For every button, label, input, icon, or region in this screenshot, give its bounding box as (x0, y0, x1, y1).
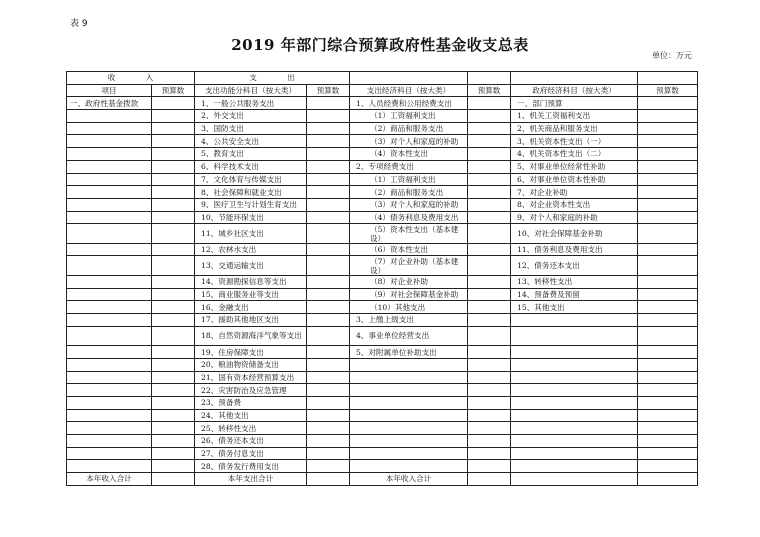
table-row (67, 256, 698, 276)
gov-item (511, 460, 638, 473)
func-amount (307, 371, 350, 384)
func-item: 26、债务还本支出 (195, 435, 307, 448)
group-header-row (67, 72, 698, 85)
income-amount (152, 148, 195, 161)
econ-amount (468, 301, 511, 314)
income-amount (152, 447, 195, 460)
column-header-row (67, 84, 698, 97)
gov-item (511, 346, 638, 359)
income-amount (152, 409, 195, 422)
func-item: 7、文化体育与传媒支出 (195, 173, 307, 186)
gov-item: 9、对个人和家庭的补助 (511, 211, 638, 224)
gov-item: 15、其他支出 (511, 301, 638, 314)
func-amount (307, 460, 350, 473)
func-item: 23、预备费 (195, 396, 307, 409)
func-item: 18、自然资源海洋气象等支出 (195, 326, 307, 346)
func-amount (307, 97, 350, 110)
group-blank (468, 72, 511, 85)
income-amount (152, 288, 195, 301)
income-amount (152, 135, 195, 148)
func-amount (307, 409, 350, 422)
func-item: 3、国防支出 (195, 122, 307, 135)
func-amount (307, 314, 350, 327)
econ-item: （1）工资福利支出 (350, 173, 468, 186)
gov-item: 6、对事业单位资本性补助 (511, 173, 638, 186)
econ-item (350, 435, 468, 448)
func-amount (307, 396, 350, 409)
table-number: 表 9 (70, 19, 88, 29)
income-item (67, 275, 152, 288)
func-amount (307, 326, 350, 346)
econ-amount (468, 110, 511, 123)
gov-item: 11、债务利息及费用支出 (511, 243, 638, 256)
gov-amount (638, 211, 698, 224)
gov-item: 10、对社会保障基金补助 (511, 224, 638, 244)
econ-amount (468, 326, 511, 346)
income-item (67, 211, 152, 224)
econ-amount (468, 97, 511, 110)
column-header: 预算数 (638, 84, 698, 97)
gov-amount (638, 148, 698, 161)
income-item (67, 110, 152, 123)
func-amount (307, 198, 350, 211)
table-row (67, 110, 698, 123)
table-row (67, 301, 698, 314)
income-item: 一、政府性基金拨款 (67, 97, 152, 110)
income-amount (152, 224, 195, 244)
group-blank (638, 72, 698, 85)
gov-amount (638, 243, 698, 256)
income-item (67, 314, 152, 327)
total-blank (511, 473, 638, 486)
income-item (67, 460, 152, 473)
econ-amount (468, 122, 511, 135)
income-item (67, 396, 152, 409)
income-amount (152, 97, 195, 110)
econ-amount (468, 435, 511, 448)
econ-item: 1、人员经费和公用经费支出 (350, 97, 468, 110)
econ-amount (468, 460, 511, 473)
func-amount (307, 211, 350, 224)
column-header: 支出经济科目（按大类） (350, 84, 468, 97)
gov-amount (638, 447, 698, 460)
gov-amount (638, 198, 698, 211)
total-blank (468, 473, 511, 486)
income-amount (152, 301, 195, 314)
func-item: 21、国有资本经营预算支出 (195, 371, 307, 384)
gov-amount (638, 396, 698, 409)
income-item (67, 256, 152, 276)
income-amount (152, 314, 195, 327)
gov-item (511, 409, 638, 422)
table-row (67, 288, 698, 301)
func-amount (307, 160, 350, 173)
gov-amount (638, 224, 698, 244)
econ-amount (468, 384, 511, 397)
func-amount (307, 275, 350, 288)
econ-item: （10）其他支出 (350, 301, 468, 314)
total-income-amount (152, 473, 195, 486)
econ-amount (468, 358, 511, 371)
func-item: 4、公共安全支出 (195, 135, 307, 148)
gov-item (511, 422, 638, 435)
gov-amount (638, 326, 698, 346)
income-item (67, 198, 152, 211)
income-item (67, 288, 152, 301)
func-item: 6、科学技术支出 (195, 160, 307, 173)
gov-amount (638, 435, 698, 448)
group-blank (511, 72, 638, 85)
gov-amount (638, 135, 698, 148)
gov-amount (638, 346, 698, 359)
table-row (67, 314, 698, 327)
func-item: 9、医疗卫生与计划生育支出 (195, 198, 307, 211)
column-header: 支出功能分科目（按大类） (195, 84, 307, 97)
func-item: 8、社会保障和就业支出 (195, 186, 307, 199)
func-item: 25、转移性支出 (195, 422, 307, 435)
column-header: 预算数 (307, 84, 350, 97)
econ-item (350, 384, 468, 397)
income-amount (152, 396, 195, 409)
econ-item: 4、事业单位经营支出 (350, 326, 468, 346)
income-amount (152, 346, 195, 359)
econ-amount (468, 275, 511, 288)
income-item (67, 243, 152, 256)
income-amount (152, 173, 195, 186)
func-item: 28、债务发行费用支出 (195, 460, 307, 473)
income-group-header: 收 入 (67, 72, 195, 85)
totals-row (67, 473, 698, 486)
gov-amount (638, 160, 698, 173)
econ-amount (468, 396, 511, 409)
income-amount (152, 371, 195, 384)
income-item (67, 409, 152, 422)
income-item (67, 160, 152, 173)
func-item: 14、资源勘探信息等支出 (195, 275, 307, 288)
func-amount (307, 301, 350, 314)
econ-amount (468, 243, 511, 256)
gov-item: 1、机关工资福利支出 (511, 110, 638, 123)
func-amount (307, 173, 350, 186)
page-title: 2019 年部门综合预算政府性基金收支总表 (231, 36, 529, 54)
func-amount (307, 288, 350, 301)
income-item (67, 148, 152, 161)
income-amount (152, 384, 195, 397)
table-row (67, 409, 698, 422)
gov-item (511, 447, 638, 460)
gov-item (511, 435, 638, 448)
gov-amount (638, 409, 698, 422)
gov-amount (638, 110, 698, 123)
econ-amount (468, 409, 511, 422)
income-item (67, 384, 152, 397)
func-amount (307, 110, 350, 123)
econ-amount (468, 160, 511, 173)
table-row (67, 97, 698, 110)
econ-item (350, 460, 468, 473)
gov-item (511, 371, 638, 384)
unit-label: 单位：万元 (652, 51, 692, 60)
table-row (67, 447, 698, 460)
econ-item (350, 422, 468, 435)
econ-amount (468, 346, 511, 359)
table-row (67, 122, 698, 135)
gov-amount (638, 301, 698, 314)
total-blank (638, 473, 698, 486)
income-amount (152, 358, 195, 371)
income-amount (152, 211, 195, 224)
econ-amount (468, 135, 511, 148)
gov-item: 3、机关资本性支出（一） (511, 135, 638, 148)
econ-item: （2）商品和服务支出 (350, 186, 468, 199)
func-item: 5、教育支出 (195, 148, 307, 161)
income-item (67, 301, 152, 314)
func-amount (307, 224, 350, 244)
func-amount (307, 243, 350, 256)
func-amount (307, 148, 350, 161)
income-amount (152, 122, 195, 135)
func-item: 11、城乡社区支出 (195, 224, 307, 244)
gov-item (511, 384, 638, 397)
econ-amount (468, 288, 511, 301)
func-item: 13、交通运输支出 (195, 256, 307, 276)
gov-item: 8、对企业资本性支出 (511, 198, 638, 211)
econ-amount (468, 371, 511, 384)
income-amount (152, 256, 195, 276)
income-amount (152, 326, 195, 346)
econ-amount (468, 447, 511, 460)
econ-item: （4）债务利息及费用支出 (350, 211, 468, 224)
table-row (67, 422, 698, 435)
gov-amount (638, 275, 698, 288)
econ-item (350, 447, 468, 460)
econ-item (350, 358, 468, 371)
econ-item: （3）对个人和家庭的补助 (350, 198, 468, 211)
income-amount (152, 422, 195, 435)
func-amount (307, 256, 350, 276)
income-item (67, 447, 152, 460)
func-item: 19、住房保障支出 (195, 346, 307, 359)
econ-item: （8）对企业补助 (350, 275, 468, 288)
econ-item (350, 409, 468, 422)
func-item: 22、灾害防治及应急管理 (195, 384, 307, 397)
econ-item (350, 371, 468, 384)
budget-table (66, 71, 698, 486)
income-amount (152, 186, 195, 199)
econ-item: （1）工资福利支出 (350, 110, 468, 123)
income-item (67, 346, 152, 359)
econ-item: （6）资本性支出 (350, 243, 468, 256)
total-income2-label: 本年收入合计 (350, 473, 468, 486)
econ-item: 3、上缴上级支出 (350, 314, 468, 327)
econ-item: （2）商品和服务支出 (350, 122, 468, 135)
gov-item: 7、对企业补助 (511, 186, 638, 199)
income-amount (152, 435, 195, 448)
table-row (67, 275, 698, 288)
func-amount (307, 422, 350, 435)
income-item (67, 135, 152, 148)
econ-item: （3）对个人和家庭的补助 (350, 135, 468, 148)
gov-amount (638, 422, 698, 435)
table-row (67, 160, 698, 173)
func-item: 20、粮油物资储备支出 (195, 358, 307, 371)
func-item: 24、其他支出 (195, 409, 307, 422)
total-income-label: 本年收入合计 (67, 473, 152, 486)
gov-item (511, 314, 638, 327)
econ-item: （9）对社会保障基金补助 (350, 288, 468, 301)
income-item (67, 122, 152, 135)
gov-item (511, 326, 638, 346)
func-amount (307, 435, 350, 448)
table-row (67, 326, 698, 346)
table-row (67, 211, 698, 224)
gov-amount (638, 358, 698, 371)
econ-item: 2、专项经费支出 (350, 160, 468, 173)
column-header: 预算数 (468, 84, 511, 97)
func-amount (307, 135, 350, 148)
income-amount (152, 198, 195, 211)
table-row (67, 186, 698, 199)
econ-amount (468, 186, 511, 199)
gov-amount (638, 314, 698, 327)
income-amount (152, 460, 195, 473)
income-item (67, 371, 152, 384)
income-item (67, 186, 152, 199)
group-blank (350, 72, 468, 85)
gov-amount (638, 186, 698, 199)
total-expense-amount (307, 473, 350, 486)
gov-item: 5、对事业单位经常性补助 (511, 160, 638, 173)
econ-item (350, 396, 468, 409)
income-item (67, 224, 152, 244)
table-row (67, 148, 698, 161)
gov-amount (638, 371, 698, 384)
gov-amount (638, 122, 698, 135)
total-expense-label: 本年支出合计 (195, 473, 307, 486)
func-amount (307, 447, 350, 460)
func-amount (307, 122, 350, 135)
gov-item: 13、转移性支出 (511, 275, 638, 288)
column-header: 预算数 (152, 84, 195, 97)
table-row (67, 384, 698, 397)
econ-amount (468, 314, 511, 327)
gov-item: 2、机关商品和服务支出 (511, 122, 638, 135)
table-row (67, 435, 698, 448)
econ-amount (468, 148, 511, 161)
gov-amount (638, 256, 698, 276)
table-row (67, 371, 698, 384)
econ-amount (468, 198, 511, 211)
func-item: 16、金融支出 (195, 301, 307, 314)
table-row (67, 198, 698, 211)
func-item: 12、农林水支出 (195, 243, 307, 256)
gov-amount (638, 460, 698, 473)
gov-amount (638, 97, 698, 110)
gov-item: 14、预备费及预留 (511, 288, 638, 301)
econ-amount (468, 224, 511, 244)
table-row (67, 396, 698, 409)
column-header: 项目 (67, 84, 152, 97)
table-row (67, 135, 698, 148)
func-item: 10、节能环保支出 (195, 211, 307, 224)
func-amount (307, 346, 350, 359)
econ-amount (468, 256, 511, 276)
gov-item (511, 396, 638, 409)
table-row (67, 346, 698, 359)
func-amount (307, 384, 350, 397)
gov-item (511, 358, 638, 371)
income-amount (152, 275, 195, 288)
econ-amount (468, 422, 511, 435)
table-row (67, 460, 698, 473)
income-amount (152, 243, 195, 256)
func-item: 27、债务付息支出 (195, 447, 307, 460)
econ-item: （4）资本性支出 (350, 148, 468, 161)
econ-item: （5）资本性支出（基本建设） (350, 224, 468, 244)
func-item: 1、一般公共服务支出 (195, 97, 307, 110)
func-item: 15、商业服务业等支出 (195, 288, 307, 301)
table-row (67, 358, 698, 371)
econ-item: 5、对附属单位补助支出 (350, 346, 468, 359)
gov-item: 4、机关资本性支出（二） (511, 148, 638, 161)
table-row (67, 224, 698, 244)
income-item (67, 422, 152, 435)
func-item: 17、援助其他地区支出 (195, 314, 307, 327)
func-amount (307, 186, 350, 199)
table-row (67, 243, 698, 256)
income-amount (152, 160, 195, 173)
func-item: 2、外交支出 (195, 110, 307, 123)
econ-item: （7）对企业补助（基本建设） (350, 256, 468, 276)
gov-amount (638, 384, 698, 397)
gov-amount (638, 288, 698, 301)
income-item (67, 326, 152, 346)
table-row (67, 173, 698, 186)
column-header: 政府经济科目（按大类） (511, 84, 638, 97)
gov-item: 一、部门预算 (511, 97, 638, 110)
income-item (67, 358, 152, 371)
income-item (67, 173, 152, 186)
income-item (67, 435, 152, 448)
expense-group-header: 支 出 (195, 72, 350, 85)
econ-amount (468, 173, 511, 186)
gov-item: 12、债务还本支出 (511, 256, 638, 276)
gov-amount (638, 173, 698, 186)
income-amount (152, 110, 195, 123)
econ-amount (468, 211, 511, 224)
func-amount (307, 358, 350, 371)
